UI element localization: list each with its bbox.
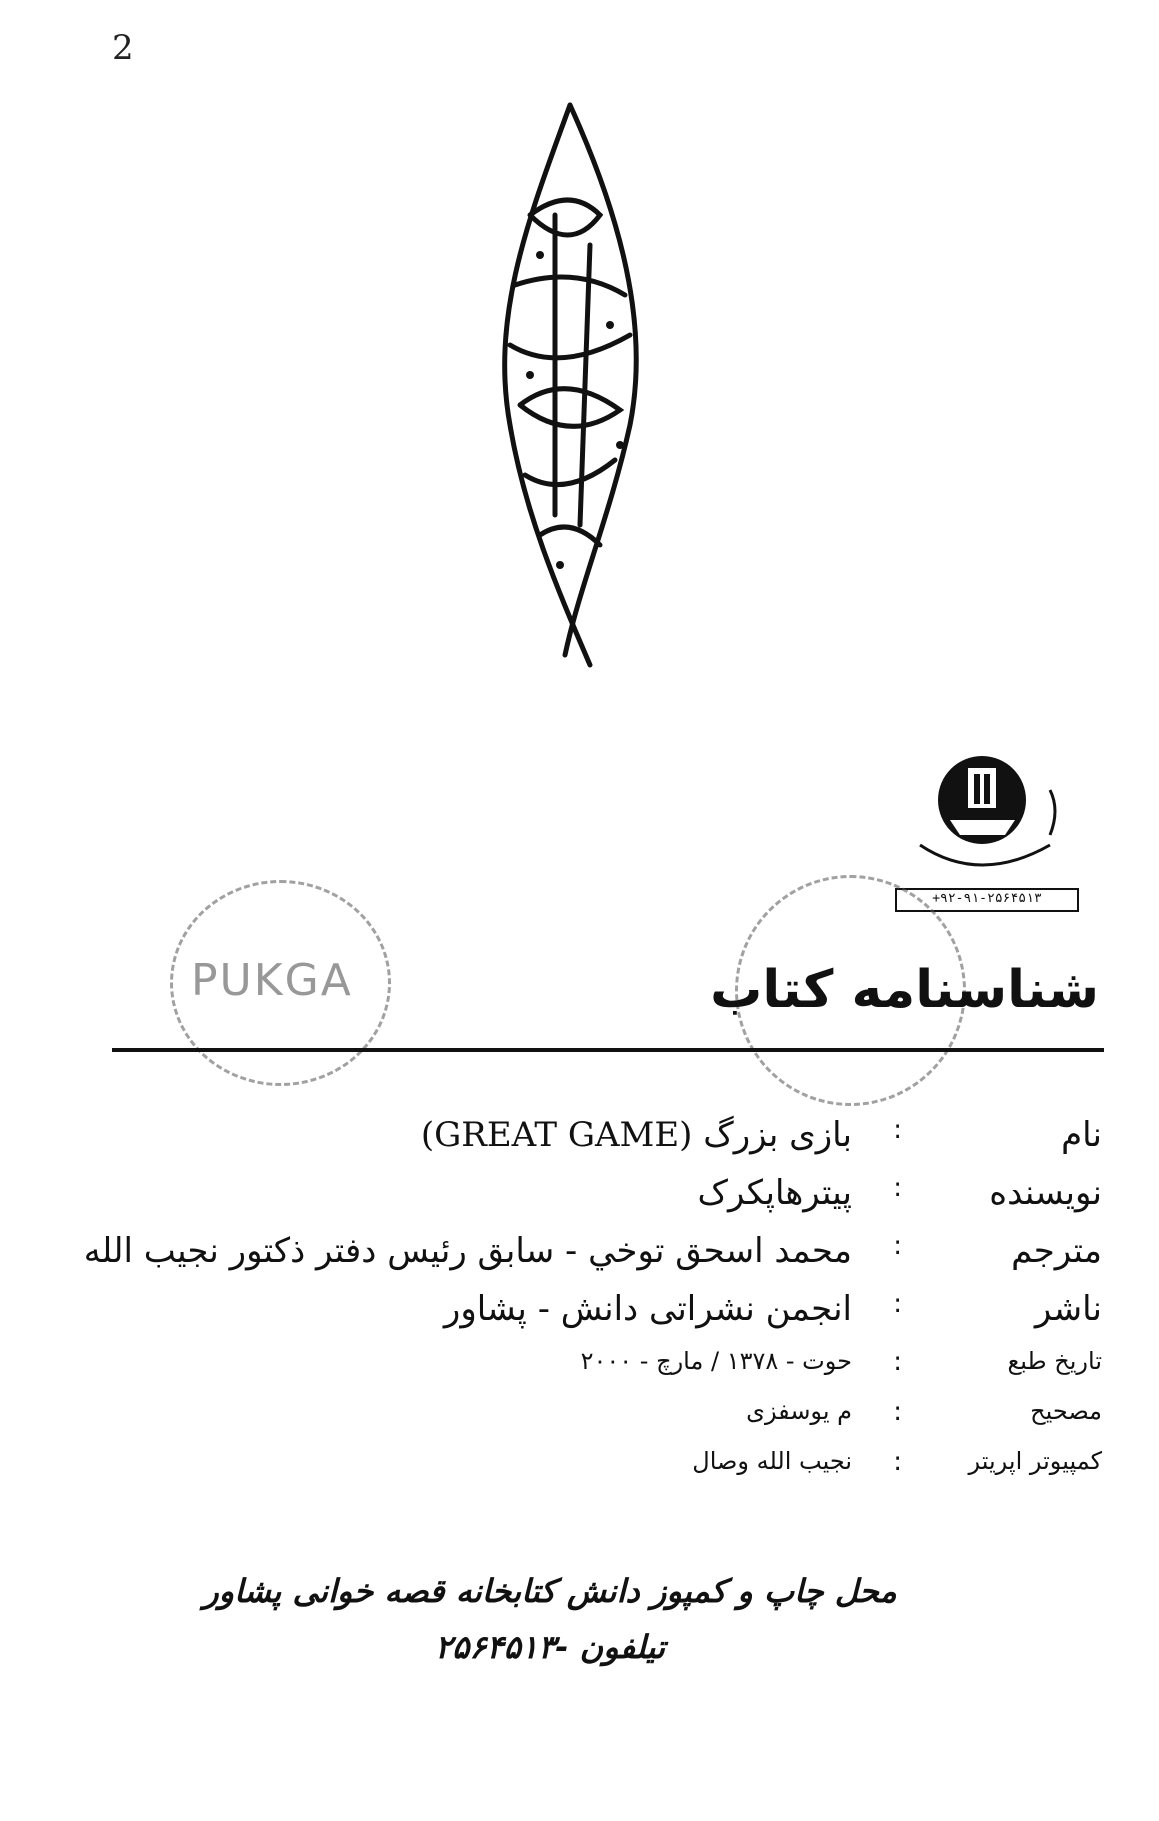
stamp-text: PUKGA bbox=[191, 955, 353, 1006]
info-label: نام bbox=[1061, 1115, 1102, 1155]
title-persian: بازی بزرگ bbox=[703, 1115, 852, 1155]
info-colon: : bbox=[893, 1347, 902, 1377]
stamp-icon bbox=[170, 880, 391, 1086]
info-label: مترجم bbox=[1011, 1231, 1102, 1271]
info-label: کمپیوتر اپریتر bbox=[968, 1447, 1102, 1475]
info-colon: : bbox=[893, 1447, 902, 1477]
info-row-date bbox=[60, 1347, 1102, 1397]
info-value: پیترهاپکرک bbox=[697, 1173, 852, 1213]
info-colon: : bbox=[893, 1115, 902, 1145]
info-colon: : bbox=[893, 1289, 902, 1319]
info-value: نجیب الله وصال bbox=[692, 1447, 852, 1475]
info-row-translator bbox=[60, 1231, 1102, 1289]
info-value: حوت - ۱۳۷۸ / مارچ - ۲۰۰۰ bbox=[580, 1347, 852, 1375]
info-row-editor bbox=[60, 1397, 1102, 1447]
info-label: ناشر bbox=[1034, 1289, 1102, 1329]
info-row-publisher bbox=[60, 1289, 1102, 1347]
info-row-author bbox=[60, 1173, 1102, 1231]
info-colon: : bbox=[893, 1173, 902, 1203]
publisher-logo-icon bbox=[900, 750, 1070, 880]
title-latin: (GREAT GAME) bbox=[420, 1115, 693, 1155]
info-value bbox=[421, 1115, 852, 1155]
info-label: نویسنده bbox=[989, 1173, 1102, 1213]
book-info-table bbox=[60, 1115, 1102, 1497]
info-value: محمد اسحق توخي - سابق رئیس دفتر ذکتور نجیب الله bbox=[83, 1231, 852, 1271]
info-value: م یوسفزی bbox=[746, 1397, 852, 1425]
print-phone: تیلفون -۲۵۶۴۵۱۳ bbox=[434, 1628, 666, 1666]
divider bbox=[112, 1048, 1104, 1052]
info-label: تاریخ طبع bbox=[1007, 1347, 1102, 1375]
info-colon: : bbox=[893, 1397, 902, 1427]
page-title: شناسنامه کتاب bbox=[710, 960, 1099, 1020]
info-row-name bbox=[60, 1115, 1102, 1173]
info-row-operator bbox=[60, 1447, 1102, 1497]
publisher-phone: +۹۲-۹۱-۲۵۶۴۵۱۳ bbox=[895, 888, 1079, 912]
info-colon: : bbox=[893, 1231, 902, 1261]
info-label: مصحیح bbox=[1030, 1397, 1102, 1425]
info-value: انجمن نشراتی دانش - پشاور bbox=[443, 1289, 852, 1329]
print-location: محل چاپ و کمپوز دانش کتابخانه قصه خوانی پشاور bbox=[203, 1572, 897, 1610]
calligraphy-ornament-icon bbox=[470, 95, 670, 675]
page-number-mark: 2 bbox=[112, 28, 134, 68]
